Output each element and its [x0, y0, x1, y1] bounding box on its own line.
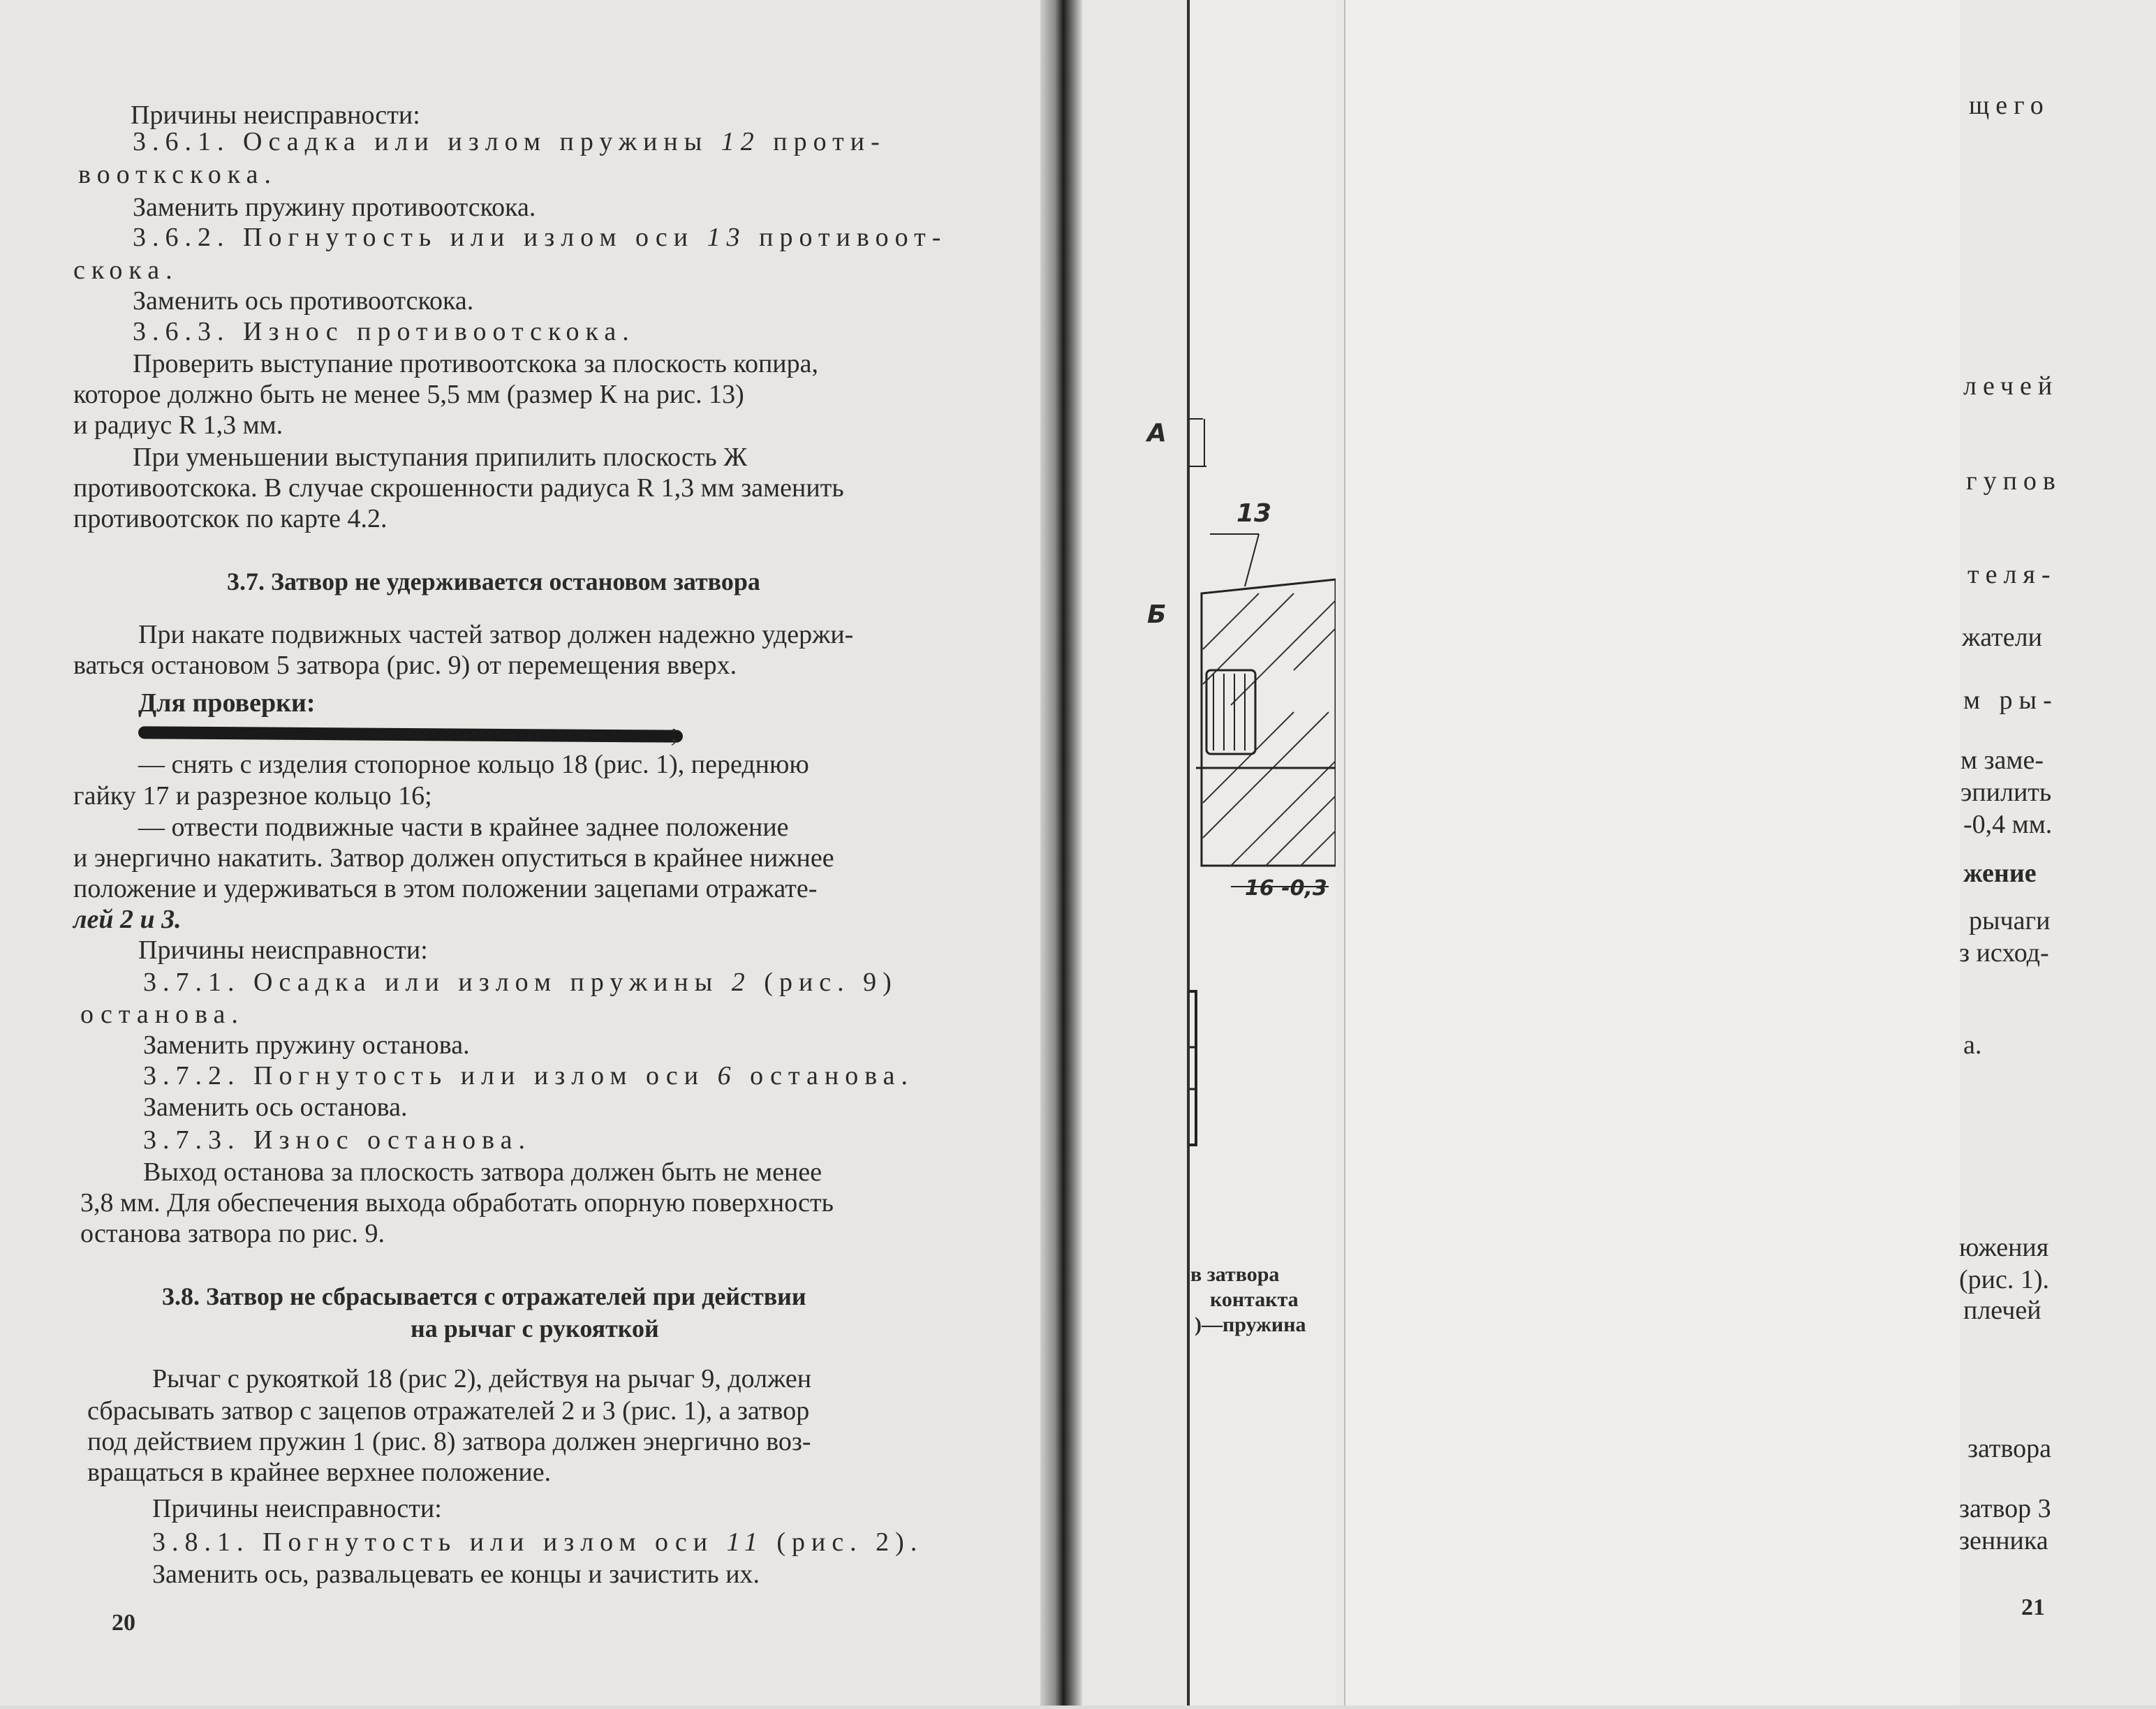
- folded-figure-panel: [1147, 0, 1336, 1706]
- out-line-2: 3,8 мм. Для обеспечения выхода обработать опорную поверхность: [80, 1188, 834, 1218]
- struck-line-tail: ;: [670, 718, 678, 748]
- right-fragment-6: м ры-: [1963, 686, 2058, 715]
- technical-drawing: [1189, 0, 1336, 1706]
- right-fragment-8: эпилить: [1961, 778, 2052, 807]
- label-b: Б: [1147, 600, 1167, 629]
- item-3-6-2-cont: скока.: [73, 256, 179, 285]
- right-fragment-1: щего: [1969, 91, 2050, 120]
- action-3-6-1: Заменить пружину противоотскока.: [133, 193, 536, 222]
- book-spine-gutter: [1040, 0, 1082, 1706]
- causes-label-2: Причины неисправности:: [138, 935, 428, 965]
- heading-3-7: 3.7. Затвор не удерживается остановом затвора: [227, 568, 760, 595]
- step-2-line-c: положение и удерживаться в этом положении зацепами отражате-: [73, 874, 818, 903]
- caption-line-2: контакта: [1210, 1288, 1299, 1311]
- action-3-6-2: Заменить ось противоотскока.: [133, 286, 474, 316]
- right-fragment-10: жение: [1963, 859, 2037, 888]
- para-3-7-line-1: При накате подвижных частей затвор должен надежно удержи-: [138, 620, 854, 649]
- caption-line-3: )—пружина: [1195, 1313, 1306, 1336]
- causes-label: Причины неисправности:: [131, 101, 420, 130]
- item-3-8-1: 3.8.1. Погнутость или излом оси 11 (рис. 2).: [152, 1527, 924, 1557]
- item-3-7-3: 3.7.3. Износ останова.: [143, 1125, 531, 1155]
- right-fragment-7: м заме-: [1961, 746, 2044, 775]
- item-3-6-1: 3.6.1. Осадка или излом пружины 12 проти-: [133, 127, 886, 156]
- action-3-7-1: Заменить пружину останова.: [143, 1030, 470, 1060]
- step-1-line-b: гайку 17 и разрезное кольцо 16;: [73, 781, 432, 811]
- fix-line-2: противоотскока. В случае скрошенности радиуса R 1,3 мм заменить: [73, 473, 844, 503]
- item-3-7-1: 3.7.1. Осадка или излом пружины 2 (рис. 9): [143, 968, 898, 997]
- blank-insert-panel: [1344, 0, 1960, 1706]
- right-fragment-14: южения: [1959, 1233, 2049, 1262]
- right-fragment-3: гупов: [1966, 466, 2062, 496]
- check-line-1: Проверить выступание противоотскока за плоскость копира,: [133, 349, 819, 378]
- caption-line-1: в затвора: [1190, 1263, 1280, 1286]
- item-3-7-2: 3.7.2. Погнутость или излом оси 6 останова.: [143, 1061, 915, 1090]
- right-fragment-2: лечей: [1963, 371, 2059, 401]
- item-3-6-1-cont: вооткскока.: [78, 160, 277, 189]
- fix-line-1: При уменьшении выступания припилить плоскость Ж: [133, 443, 748, 472]
- step-1-line-a: — снять с изделия стопорное кольцо 18 (рис. 1), переднюю: [138, 750, 809, 779]
- action-3-7-2: Заменить ось останова.: [143, 1093, 408, 1122]
- step-2-line-d: лей 2 и 3.: [73, 905, 182, 934]
- label-13: 13: [1236, 499, 1272, 528]
- page-number-right: 21: [2021, 1595, 2045, 1620]
- item-3-6-2: 3.6.2. Погнутость или излом оси 13 противоот-: [133, 223, 947, 252]
- heading-3-8-b: на рычаг с рукояткой: [411, 1315, 659, 1342]
- right-fragment-16: плечей: [1963, 1296, 2041, 1325]
- right-fragment-12: з исход-: [1959, 938, 2049, 968]
- check-label: Для проверки:: [138, 688, 316, 718]
- strikethrough-scribble: [138, 726, 683, 742]
- item-3-6-3: 3.6.3. Износ противоотскока.: [133, 317, 635, 346]
- item-3-7-1-cont: останова.: [80, 1000, 244, 1029]
- right-fragment-11: рычаги: [1969, 906, 2051, 935]
- right-fragment-13: а.: [1963, 1030, 1982, 1060]
- step-2-line-b: и энергично накатить. Затвор должен опуститься в крайнее нижнее: [73, 843, 834, 873]
- para-3-8-line-2: сбрасывать затвор с зацепов отражателей 2 и 3 (рис. 1), а затвор: [87, 1396, 810, 1426]
- label-dimension: 16 -0,3: [1245, 876, 1327, 901]
- right-fragment-17: затвора: [1967, 1434, 2052, 1463]
- fix-line-3: противоотскок по карте 4.2.: [73, 504, 387, 533]
- step-2-line-a: — отвести подвижные части в крайнее заднее положение: [138, 813, 789, 842]
- out-line-1: Выход останова за плоскость затвора должен быть не менее: [143, 1157, 822, 1187]
- right-fragment-15: (рис. 1).: [1959, 1265, 2050, 1294]
- page-number-left: 20: [112, 1610, 135, 1636]
- action-3-8-1: Заменить ось, развальцевать ее концы и зачистить их.: [152, 1560, 760, 1589]
- right-fragment-5: жатели: [1962, 623, 2042, 652]
- right-fragment-9: -0,4 мм.: [1963, 810, 2053, 839]
- heading-3-8-a: 3.8. Затвор не сбрасывается с отражателей при действии: [162, 1282, 806, 1310]
- label-a: А: [1147, 419, 1167, 447]
- left-page: [0, 0, 1054, 1706]
- right-fragment-4: теля-: [1967, 560, 2057, 589]
- para-3-8-line-1: Рычаг с рукояткой 18 (рис 2), действуя на рычаг 9, должен: [152, 1364, 812, 1393]
- para-3-7-line-2: ваться остановом 5 затвора (рис. 9) от перемещения вверх.: [73, 651, 737, 680]
- para-3-8-line-3: под действием пружин 1 (рис. 8) затвора должен энергично воз-: [87, 1427, 811, 1456]
- right-fragment-18: затвор 3: [1959, 1494, 2051, 1523]
- para-3-8-line-4: вращаться в крайнее верхнее положение.: [87, 1458, 552, 1487]
- check-line-3: и радиус R 1,3 мм.: [73, 410, 283, 440]
- right-fragment-19: зенника: [1959, 1526, 2048, 1555]
- out-line-3: останова затвора по рис. 9.: [80, 1219, 385, 1248]
- causes-label-3: Причины неисправности:: [152, 1494, 442, 1523]
- check-line-2: которое должно быть не менее 5,5 мм (размер К на рис. 13): [73, 380, 744, 409]
